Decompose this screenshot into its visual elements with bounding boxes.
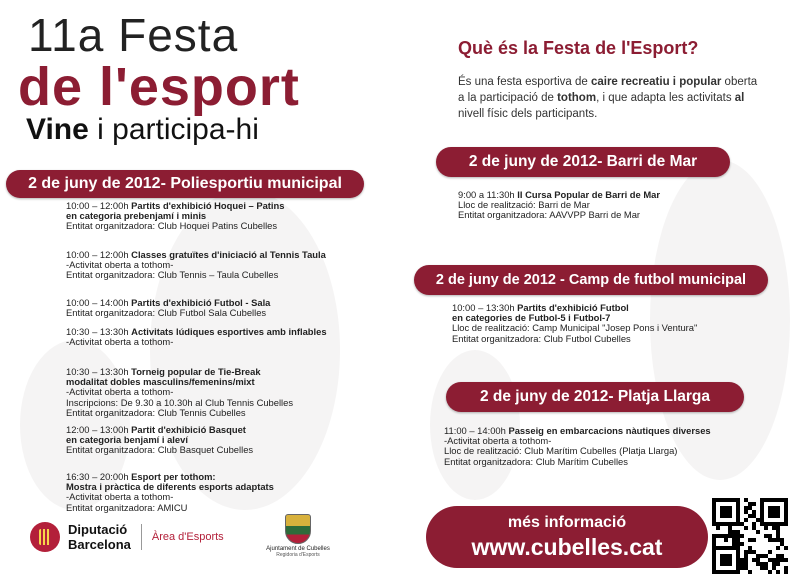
- event-line: -Activitat oberta a tothom-: [444, 435, 552, 447]
- left-event-5: [66, 367, 293, 418]
- event-line: Entitat organitzadora: Club Futbol Cubelles: [452, 332, 631, 344]
- event-line: -Activitat oberta a tothom-: [66, 386, 174, 398]
- intro-fragment: nivell físic dels participants.: [458, 108, 598, 120]
- event-line: Lloc de realització: Camp Municipal "Josep Pons i Ventura": [452, 322, 698, 334]
- title-line-1: 11a Festa: [28, 9, 239, 61]
- intro-text: [458, 74, 758, 122]
- ajuntament-name: Ajuntament de Cubelles: [266, 546, 330, 552]
- banner-barri-de-mar: 2 de juny de 2012- Barri de Mar: [436, 147, 730, 177]
- event-line: 10:00 – 14:00h Partits d'exhibició Futbol - Sala: [66, 297, 271, 308]
- question-title: Què és la Festa de l'Esport?: [458, 38, 699, 58]
- title-line-2: de l'esport: [18, 57, 300, 117]
- event-line: 16:30 – 20:00h Esport per tothom:: [66, 471, 216, 482]
- ajuntament-shield-icon: [285, 514, 311, 544]
- event-line: Mostra i pràctica de diferents esports adaptats: [66, 481, 274, 493]
- diputacio-line-1: Diputació: [68, 522, 128, 537]
- event-line: 10:00 – 13:30h Partits d'exhibició Futbol: [452, 302, 629, 313]
- event-line: modalitat dobles masculins/femenins/mixt: [66, 376, 255, 388]
- event-line: en categories de Futbol-5 i Futbol-7: [452, 312, 611, 324]
- event-line: Entitat organitzadora: Club Basquet Cubelles: [66, 444, 254, 456]
- event-line: -Activitat oberta a tothom-: [66, 491, 174, 503]
- event-line: Entitat organitzadora: AAVVPP Barri de Mar: [458, 209, 641, 221]
- website-link[interactable]: www.cubelles.cat: [471, 534, 663, 560]
- right-event-2: [452, 303, 697, 344]
- event-line: Entitat organitzadora: Club Hoquei Patins Cubelles: [66, 220, 278, 232]
- left-event-1: [66, 201, 284, 232]
- more-info-label: més informació: [507, 514, 627, 531]
- diputacio-name: [68, 522, 131, 552]
- event-line: Entitat organitzadora: Club Marítim Cubelles: [444, 455, 628, 467]
- qr-code-icon[interactable]: [712, 498, 788, 574]
- event-line: -Activitat oberta a tothom-: [66, 336, 174, 348]
- diputacio-emblem-icon: [30, 522, 60, 552]
- event-line: 12:00 – 13:00h Partit d'exhibició Basquet: [66, 424, 246, 435]
- event-line: 10:00 – 12:00h Partits d'exhibició Hoquei – Patins: [66, 200, 285, 211]
- event-line: Entitat organitzadora: Club Tennis Cubelles: [66, 406, 246, 418]
- event-line: -Activitat oberta a tothom-: [66, 259, 174, 271]
- right-event-1: [458, 190, 660, 221]
- event-line: en categoria prebenjamí i minis: [66, 210, 207, 222]
- left-event-6: [66, 425, 253, 456]
- event-line: Entitat organitzadora: AMICU: [66, 501, 188, 513]
- ajuntament-logo: [258, 514, 338, 558]
- athlete-photo-left: [150, 190, 340, 510]
- title-vine: Vine: [26, 113, 89, 146]
- event-line: 10:00 – 12:00h Classes gratuïtes d'iniciació al Tennis Taula: [66, 249, 326, 260]
- left-event-4: [66, 327, 327, 347]
- intro-fragment: , i que adapta les activitats: [596, 92, 735, 104]
- ajuntament-sub: Regidoria d'Esports: [276, 552, 320, 558]
- diputacio-logo: [30, 522, 224, 552]
- event-line: en categoria benjamí i aleví: [66, 434, 188, 446]
- title-participa: i participa-hi: [88, 113, 259, 146]
- right-event-3: [444, 426, 711, 467]
- event-line: Inscripcions: De 9.30 a 10.30h al Club Tennis Cubelles: [66, 396, 294, 408]
- left-event-3: [66, 298, 270, 318]
- banner-poliesportiu: 2 de juny de 2012- Poliesportiu municipal: [6, 170, 364, 198]
- event-line: Entitat organitzadora: Club Futbol Sala Cubelles: [66, 307, 267, 319]
- left-event-7: [66, 472, 274, 513]
- event-line: Lloc de realització: Club Marítim Cubelles (Platja Llarga): [444, 445, 678, 457]
- qr-code-graphic: [712, 498, 788, 574]
- intro-fragment: oberta a la participació de: [458, 76, 758, 104]
- logo-divider: [141, 524, 142, 550]
- banner-platja-llarga: 2 de juny de 2012- Platja Llarga: [446, 382, 744, 412]
- more-info-badge[interactable]: [426, 506, 708, 568]
- event-line: Lloc de realització: Barri de Mar: [458, 199, 590, 211]
- intro-fragment: És una festa esportiva de: [458, 76, 591, 88]
- left-event-2: [66, 250, 326, 281]
- diputacio-line-2: Barcelona: [68, 537, 131, 552]
- intro-fragment: caire recreatiu i popular: [590, 76, 722, 88]
- intro-fragment: tothom: [557, 92, 597, 104]
- banner-camp-futbol: 2 de juny de 2012 - Camp de futbol municipal: [414, 265, 768, 295]
- event-line: 9:00 a 11:30h II Cursa Popular de Barri de Mar: [458, 189, 661, 200]
- area-esports: Àrea d'Esports: [151, 531, 224, 543]
- title-line-3: [26, 113, 259, 147]
- event-line: 10:30 – 13:30h Activitats lúdiques esportives amb inflables: [66, 326, 327, 337]
- intro-fragment: al: [734, 92, 745, 104]
- event-line: Entitat organitzadora: Club Tennis – Taula Cubelles: [66, 269, 279, 281]
- event-line: 11:00 – 14:00h Passeig en embarcacions nàutiques diverses: [444, 425, 711, 436]
- event-line: 10:30 – 13:30h Torneig popular de Tie-Break: [66, 366, 261, 377]
